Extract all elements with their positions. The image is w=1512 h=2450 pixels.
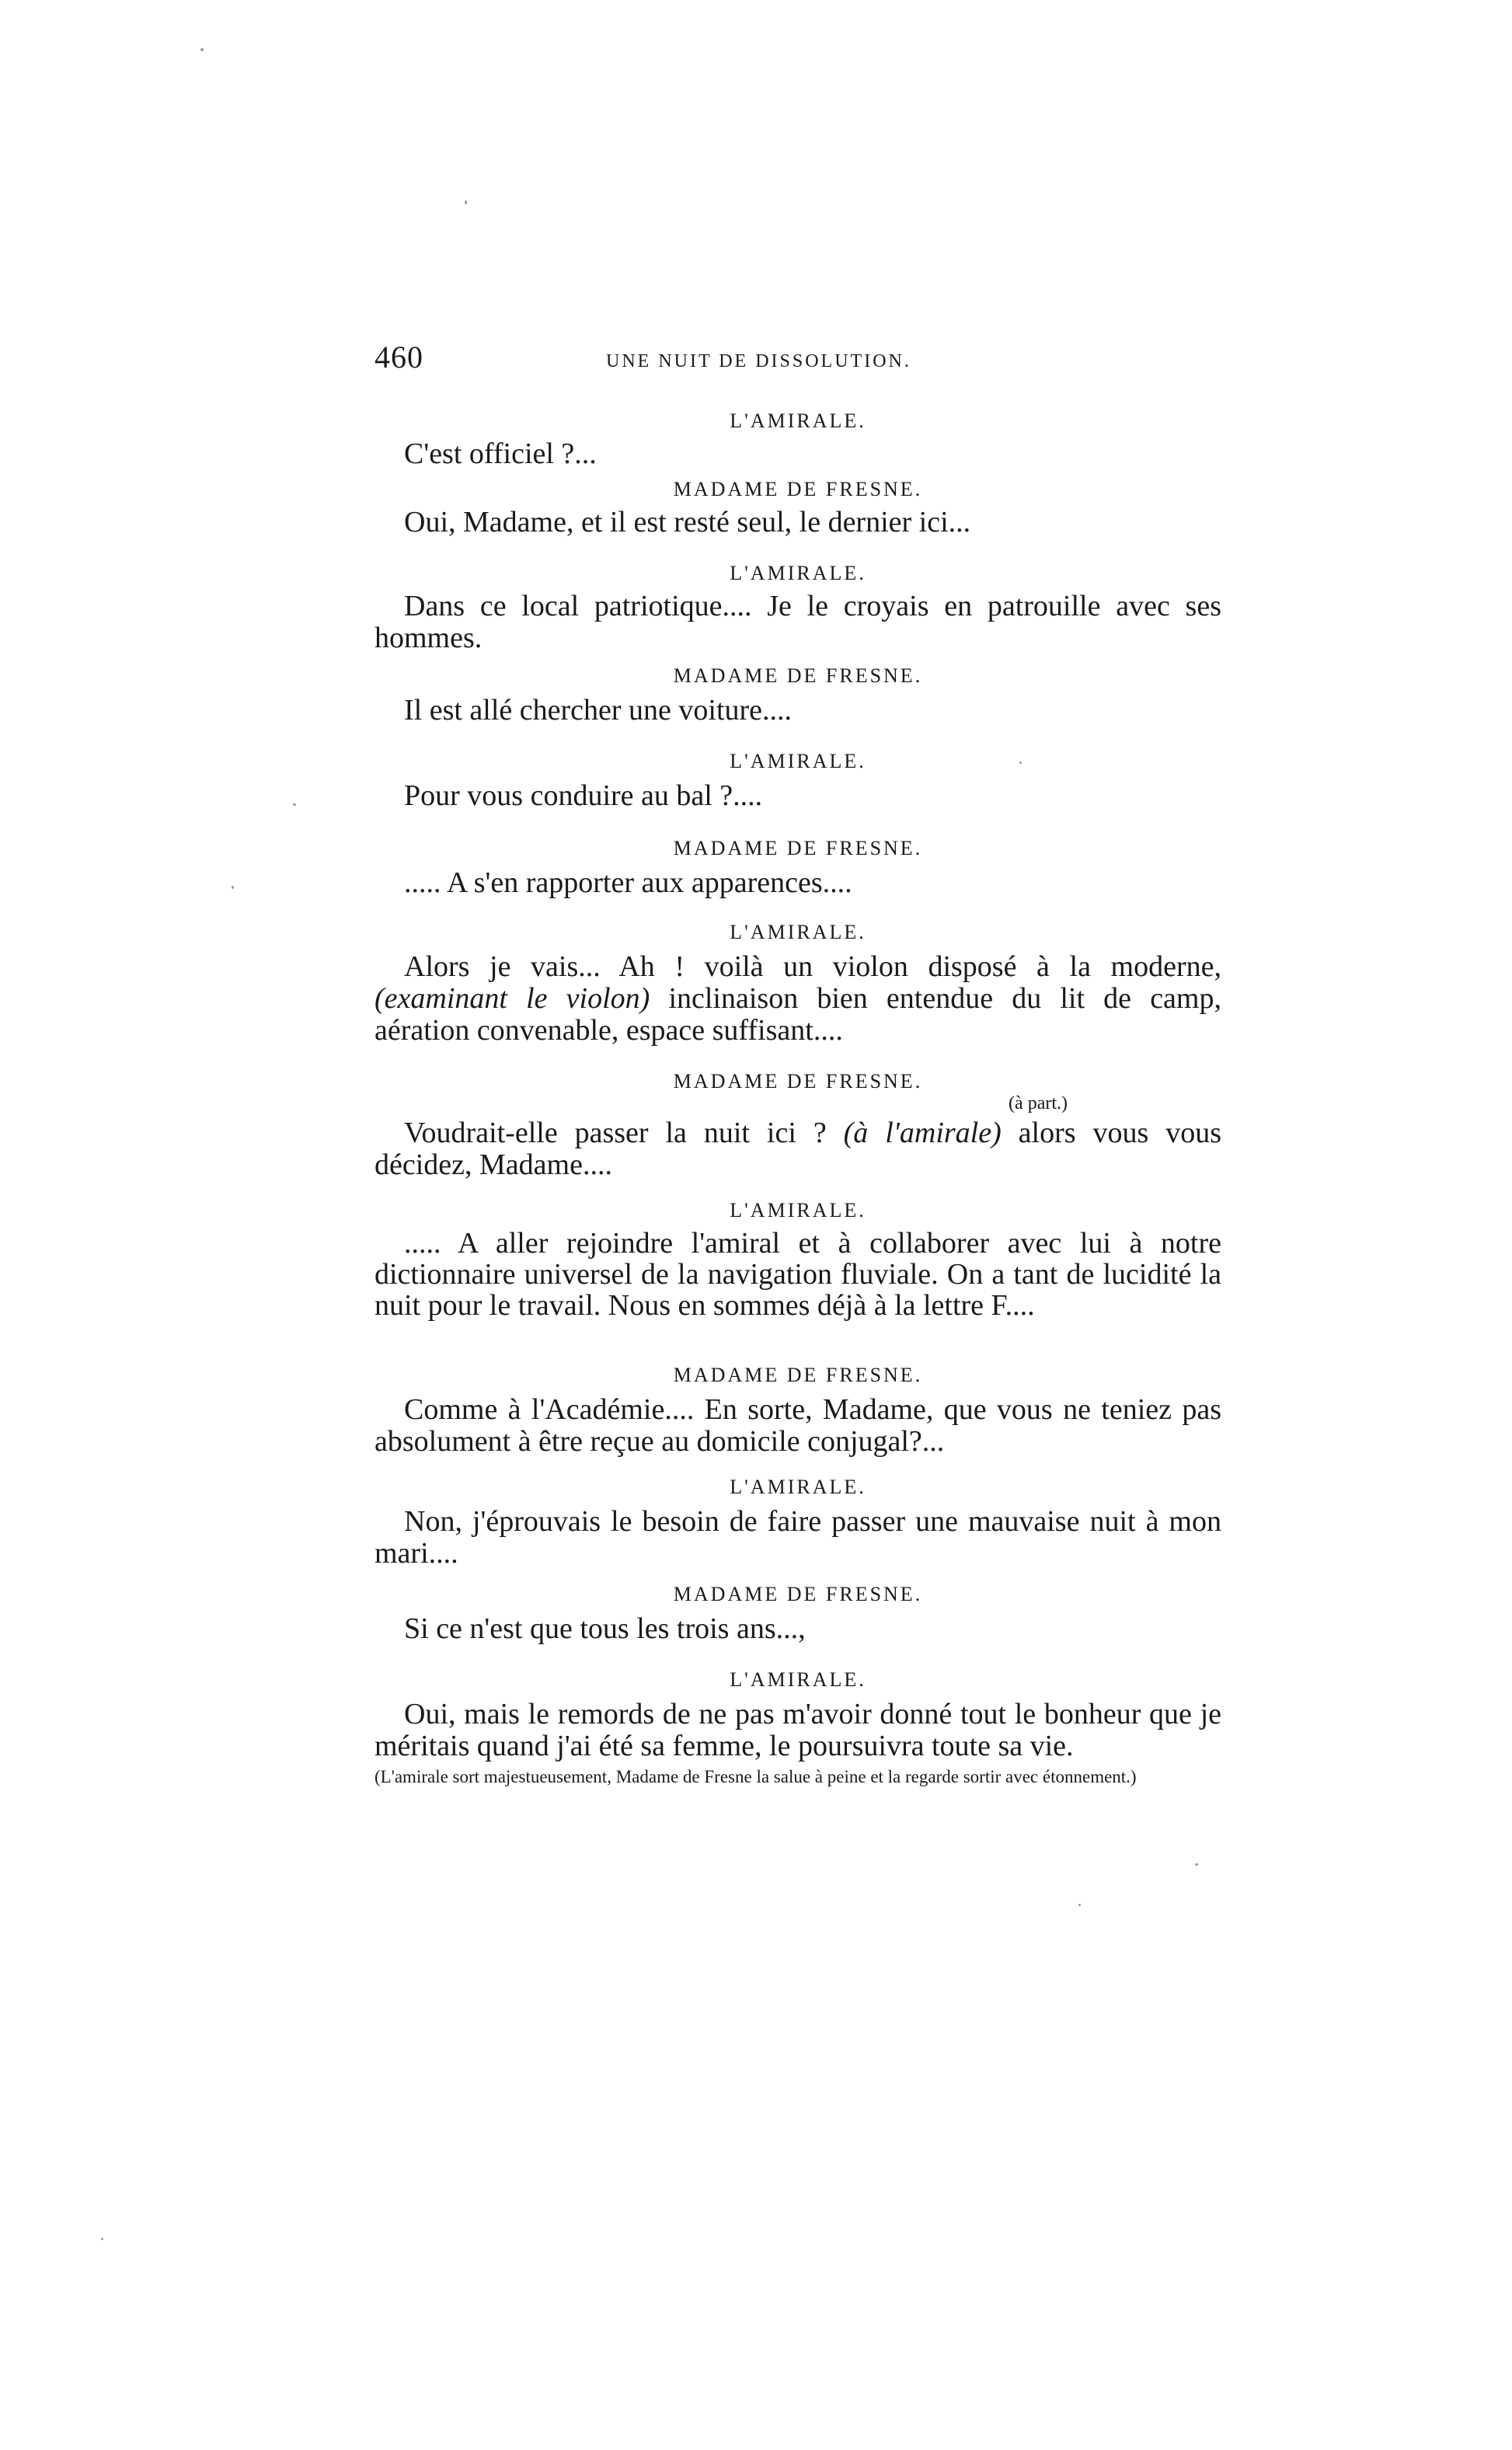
page-number: 460 xyxy=(375,340,423,375)
speaker-name: MADAME DE FRESNE. xyxy=(673,1364,923,1386)
speaker-name: MADAME DE FRESNE. xyxy=(673,478,923,500)
dialogue-entry xyxy=(375,559,1221,654)
dialogue-entry xyxy=(375,662,1221,727)
scan-speck xyxy=(101,2238,103,2240)
aside-note: (à part.) xyxy=(1009,1093,1068,1113)
speech-text: Si ce n'est que tous les trois ans..., xyxy=(404,1612,806,1645)
speaker-name: L'AMIRALE. xyxy=(730,1668,866,1691)
speech-text: Oui, mais le remords de ne pas m'avoir donné tout le bonheur que je méritais quand j'ai été sa femme, le poursuivra toute sa vie. xyxy=(375,1698,1221,1762)
speaker-name: MADAME DE FRESNE. xyxy=(673,1583,923,1605)
dialogue-entry xyxy=(375,835,1221,899)
stage-aside-inline: (à l'amirale) xyxy=(843,1117,1002,1149)
speech-text: Non, j'éprouvais le besoin de faire passer une mauvaise nuit à mon mari.... xyxy=(375,1505,1221,1570)
speech-text: Il est allé chercher une voiture.... xyxy=(404,694,793,727)
speaker-name: L'AMIRALE. xyxy=(730,562,866,584)
speech-text: Pour vous conduire au bal ?.... xyxy=(404,779,763,812)
dialogue-entry xyxy=(375,1666,1221,1804)
dialogue-entry xyxy=(375,1361,1221,1458)
speaker-name: MADAME DE FRESNE. xyxy=(673,837,923,859)
speaker-name: MADAME DE FRESNE. xyxy=(673,1070,923,1093)
dialogue-entry xyxy=(375,1197,1221,1321)
speech-text: ..... A s'en rapporter aux apparences.... xyxy=(404,866,852,899)
speech-text: ..... A aller rejoindre l'amiral et à collaborer avec lui à notre dictionnaire universel de la navigation fluviale. On a tant de lucidité la nuit pour le travail. Nous en sommes déjà à la lettre F.... xyxy=(375,1227,1221,1322)
dialogue-entry xyxy=(375,476,1221,538)
dialogue-entry xyxy=(375,1580,1221,1645)
dialogue-entry xyxy=(375,407,1221,470)
speech-text: Dans ce local patriotique.... Je le croyais en patrouille avec ses hommes. xyxy=(375,590,1221,654)
scan-speck xyxy=(1019,761,1022,764)
running-title: UNE NUIT DE DISSOLUTION. xyxy=(606,351,911,371)
scan-speck xyxy=(1195,1863,1198,1866)
stage-direction: (L'amirale sort majestueusement, Madame de Fresne la salue à peine et la regarde sortir avec étonnement.) xyxy=(375,1767,1137,1786)
speaker-name: L'AMIRALE. xyxy=(730,921,866,943)
speech-text: Oui, Madame, et il est resté seul, le dernier ici... xyxy=(404,506,971,538)
speech-text: C'est officiel ?... xyxy=(404,437,597,470)
speech-text: Comme à l'Académie.... En sorte, Madame, que vous ne teniez pas absolument à être reçue au domicile conjugal?... xyxy=(375,1393,1221,1458)
speech-text: Voudrait-elle passer la nuit ici ? (à l'amirale) alors vous vous décidez, Madame.... xyxy=(375,1117,1221,1181)
scan-speck xyxy=(1078,1904,1081,1906)
dialogue-entry xyxy=(375,1068,1221,1181)
dialogue-entry xyxy=(375,918,1221,1047)
speaker-name: L'AMIRALE. xyxy=(730,750,866,772)
speaker-name: MADAME DE FRESNE. xyxy=(673,664,923,687)
speaker-name: L'AMIRALE. xyxy=(730,1476,866,1498)
speaker-name: L'AMIRALE. xyxy=(730,409,866,432)
scan-speck xyxy=(200,48,204,51)
scan-speck xyxy=(293,803,296,806)
speaker-name: L'AMIRALE. xyxy=(730,1199,866,1222)
dialogue-entry xyxy=(375,748,1221,812)
dialogue-entry xyxy=(375,1473,1221,1570)
stage-aside-inline: (examinant le violon) xyxy=(375,982,650,1015)
scan-speck xyxy=(465,200,467,204)
speech-text: Alors je vais... Ah ! voilà un violon disposé à la moderne, (examinant le violon) inclinaison bien entendue du lit de camp, aération convenable, espace suffisant.... xyxy=(375,950,1221,1047)
scan-speck xyxy=(232,886,234,889)
